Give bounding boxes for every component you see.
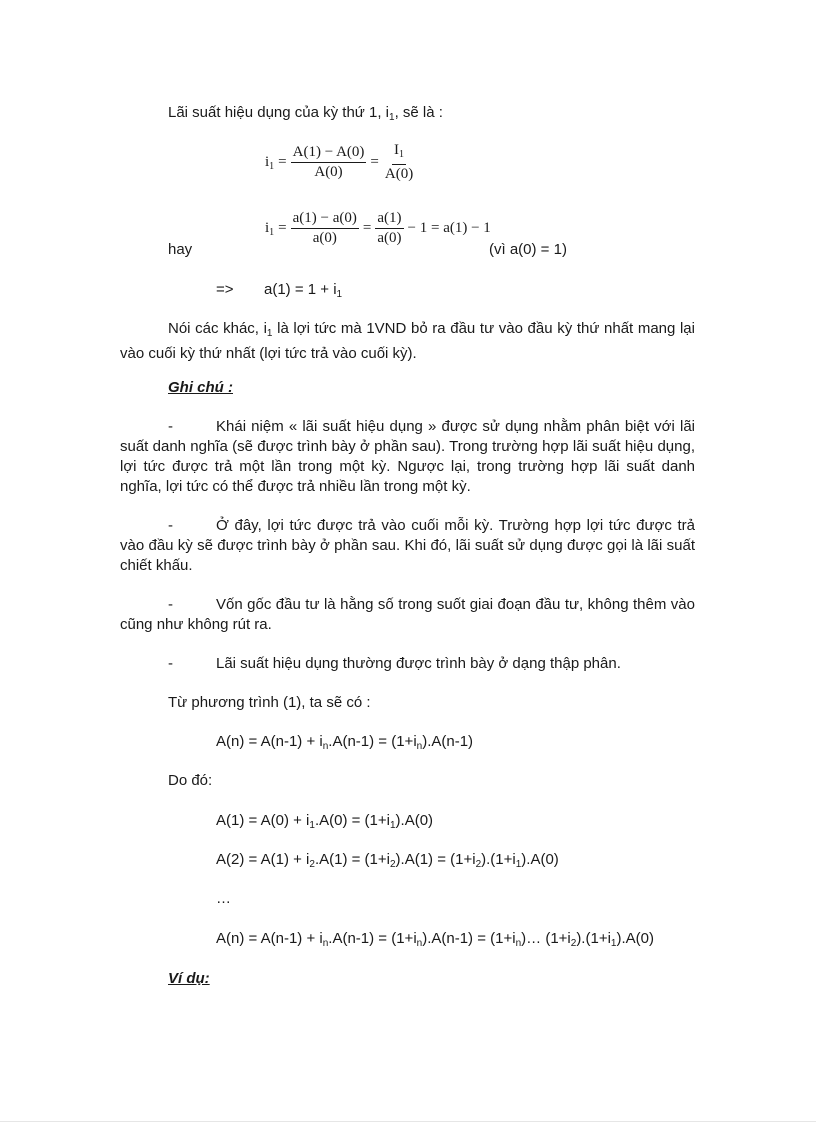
fraction: $\frac{A(1) - A(0)}{A(0)}$ [292,144,365,180]
from-equation-line: Từ phương trình (1), ta sẽ có : [168,694,371,711]
recurrence-equation: $A(n) = A(n-1) + i_n.A(n-1) = (1+i_n).A(n-1)$ [216,733,474,752]
formula-2: $i_1$ = $\frac{a(1) - a(0)}{a(0)}$ = $\frac{a(1)}{a(0)}$ − 1 = a(1) − 1 [265,210,491,246]
equation-step-n: $A(n) = A(n-1) + i_n.A(n-1) = (1+i_n).A(n-1)$ = $(1+i_n)\dots$ $(1+i_2).(1+i_1).A(0)$ [216,930,654,949]
note-heading: Ghi chú : [168,379,233,396]
bullet-1: Khái niệm « lãi suất hiệu dụng » được sử dụng nhằm phân biệt với lãi suất danh nghĩa (sẽ được trình bày ở phần sau). Trong trường hợp lãi suất hiệu dụng, lợi tức được trả một lần trong một kỳ. Ngược lại, trong trường hợp lãi suất danh nghĩa, lợi tức có thể được trả nhiều lần trong một kỳ. [120,418,695,495]
formula-1: $i_1$ = $\frac{A(1) - A(0)}{A(0)}$ = $\frac{I_1}{A(0)}$ [265,142,414,182]
bullet-4: Lãi suất hiệu dụng thường được trình bày ở dạng thập phân. [216,655,621,672]
ellipsis: … [216,890,231,907]
formula-2-note: (vì a(0) = 1) [489,241,567,258]
bullet-dash: - [168,517,173,534]
implies-formula: $a(1) = 1 + i_1$ [264,281,343,300]
equation-step-2: $A(2) = A(1) + i_2.A(1) = (1+i_2).A(1) = (1+i_2).(1+i_1).A(0)$ [216,851,559,870]
implies-arrow: => [216,281,234,298]
bullet-dash: - [168,655,173,672]
bullet-dash: - [168,418,173,435]
bullet-dash: - [168,596,173,613]
fraction: $\frac{a(1)}{a(0)}$ [377,210,402,246]
bullet-2: Ở đây, lợi tức được trả vào cuối mỗi kỳ. Trường hợp lợi tức được trả vào đầu kỳ sẽ được trình bày ở phần sau. Khi đó, lãi suất sử dụng được gọi là lãi suất chiết khấu. [120,517,695,574]
example-heading: Ví dụ: [168,970,210,987]
page-bottom-edge [0,1121,816,1122]
fraction: $\frac{a(1) - a(0)}{a(0)}$ [292,210,357,246]
hay-label: hay [168,241,193,258]
therefore-line: Do đó: [168,772,213,789]
bullet-3: Vốn gốc đầu tư là hằng số trong suốt giai đoạn đầu tư, không thêm vào cũng như không rút ra. [120,596,695,633]
intro-line: Lãi suất hiệu dụng của kỳ thứ 1, $i_1$, sẽ là : [168,104,443,123]
fraction: $\frac{I_1}{A(0)}$ [384,142,414,182]
paragraph-definition: Nói các khác, $i_1$ là lợi tức mà 1VND bỏ ra đầu tư vào đầu kỳ thứ nhất mang lại vào cuối kỳ thứ nhất (lợi tức trả vào cuối kỳ). [120,320,695,362]
equation-step-1: $A(1) = A(0) + i_1.A(0) = (1+i_1).A(0)$ [216,812,434,831]
